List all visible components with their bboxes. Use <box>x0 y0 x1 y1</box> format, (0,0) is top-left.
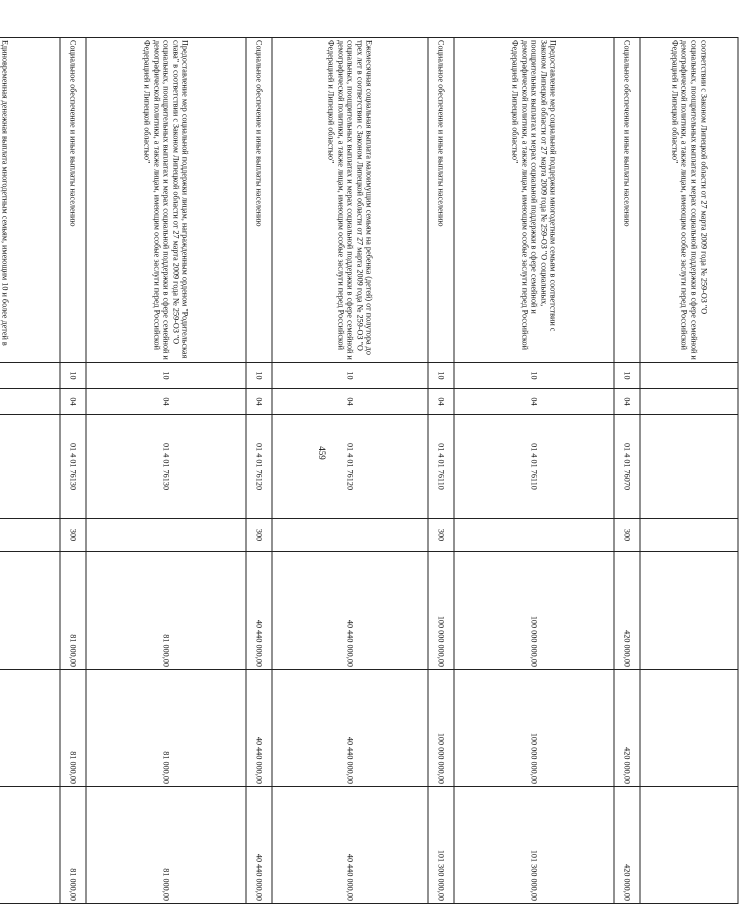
budget-table <box>0 37 739 904</box>
row-description: Социальное обеспечение и иные выплаты населению <box>614 38 640 363</box>
row-sum-1: 81 000,00 <box>86 552 246 670</box>
row-sum-3: 101 300 000,00 <box>428 787 454 904</box>
row-target-article: 01 4 01 76110 <box>454 415 614 519</box>
row-subsection-code: 04 <box>428 389 454 415</box>
row-target-article: 01 4 01 76120 <box>246 415 272 519</box>
table-row <box>272 38 428 904</box>
row-sum-1 <box>640 552 738 670</box>
page-number: 459 <box>317 446 327 460</box>
row-target-article <box>0 415 60 519</box>
row-target-article <box>640 415 738 519</box>
row-target-article: 01 4 01 76110 <box>428 415 454 519</box>
row-expense-type <box>454 519 614 552</box>
row-sum-2: 40 440 000,00 <box>246 670 272 787</box>
row-description: Социальное обеспечение и иные выплаты населению <box>428 38 454 363</box>
row-subsection-code: 04 <box>86 389 246 415</box>
row-description: Социальное обеспечение и иные выплаты населению <box>246 38 272 363</box>
row-target-article: 01 4 01 76070 <box>614 415 640 519</box>
table-row <box>0 38 60 904</box>
row-section-code: 10 <box>428 363 454 389</box>
row-section-code: 10 <box>86 363 246 389</box>
row-expense-type: 300 <box>614 519 640 552</box>
row-subsection-code <box>640 389 738 415</box>
row-subsection-code: 04 <box>60 389 86 415</box>
row-subsection-code: 04 <box>614 389 640 415</box>
row-sum-2: 81 000,00 <box>60 670 86 787</box>
row-sum-2: 81 000,00 <box>86 670 246 787</box>
row-sum-3: 40 440 000,00 <box>272 787 428 904</box>
table-body <box>0 38 738 904</box>
row-expense-type: 300 <box>246 519 272 552</box>
row-section-code <box>0 363 60 389</box>
row-sum-2: 100 000 000,00 <box>454 670 614 787</box>
row-sum-1: 40 440 000,00 <box>246 552 272 670</box>
row-target-article: 01 4 01 76130 <box>86 415 246 519</box>
row-sum-2: 100 000 000,00 <box>428 670 454 787</box>
row-sum-3: 101 300 000,00 <box>454 787 614 904</box>
row-expense-type <box>0 519 60 552</box>
table-row <box>614 38 640 904</box>
row-sum-1: 420 000,00 <box>614 552 640 670</box>
row-sum-2 <box>0 670 60 787</box>
row-subsection-code: 04 <box>246 389 272 415</box>
table-row <box>454 38 614 904</box>
row-expense-type: 300 <box>60 519 86 552</box>
row-description: Предоставление мер социальной поддержки многодетным семьям в соответствии с Законом Липецкой области от 27 марта 2009 года № 259-ОЗ "О социальных, поощрительных выплатах и мерах социальной поддержки в сфере семейной и демографической политики, а также лицам, имеющим особые заслуги перед Российской Федерацией и Липецкой областью" <box>454 38 614 363</box>
row-sum-1: 81 000,00 <box>60 552 86 670</box>
row-description: Социальное обеспечение и иные выплаты населению <box>60 38 86 363</box>
row-description: соответствии с Законом Липецкой области от 27 марта 2009 года № 259-ОЗ "О социальных, поощрительных выплатах и мерах социальной поддержки в сфере семейной и демографической политики, а также лицам, имеющим особые заслуги перед Российской Федерацией и Липецкой областью" <box>640 38 738 363</box>
row-expense-type <box>86 519 246 552</box>
row-section-code <box>640 363 738 389</box>
table-row <box>428 38 454 904</box>
row-section-code: 10 <box>272 363 428 389</box>
row-sum-3 <box>0 787 60 904</box>
table-row <box>640 38 738 904</box>
row-subsection-code <box>0 389 60 415</box>
row-sum-3: 81 000,00 <box>86 787 246 904</box>
table-row <box>60 38 86 904</box>
row-sum-2: 40 440 000,00 <box>272 670 428 787</box>
row-sum-3: 40 440 000,00 <box>246 787 272 904</box>
row-subsection-code: 04 <box>454 389 614 415</box>
row-sum-2: 420 000,00 <box>614 670 640 787</box>
row-sum-1: 40 440 000,00 <box>272 552 428 670</box>
row-description: Единовременная денежная выплата многодетным семьям, имеющим 10 и более детей в <box>0 38 60 363</box>
row-section-code: 10 <box>246 363 272 389</box>
row-sum-2 <box>640 670 738 787</box>
table-row <box>86 38 246 904</box>
row-sum-3 <box>640 787 738 904</box>
row-description: Ежемесячная социальная выплата малоимущим семьям на ребенка (детей) от полутора до трех лет в соответствии с Законом Липецкой области от 27 марта 2009 года № 259-ОЗ "О социальных, поощрительных выплатах и мерах социальной поддержки в сфере семейной и демографической политики, а также лицам, имеющим особые заслуги перед Российской Федерацией и Липецкой областью" <box>272 38 428 363</box>
row-sum-1: 100 000 000,00 <box>428 552 454 670</box>
row-sum-1 <box>0 552 60 670</box>
row-section-code: 10 <box>60 363 86 389</box>
row-target-article: 01 4 01 76130 <box>60 415 86 519</box>
row-section-code: 10 <box>614 363 640 389</box>
row-expense-type: 300 <box>428 519 454 552</box>
table-row <box>246 38 272 904</box>
row-sum-3: 420 000,00 <box>614 787 640 904</box>
row-expense-type <box>272 519 428 552</box>
row-target-article: 01 4 01 76120 <box>272 415 428 519</box>
rotated-budget-table <box>0 37 739 903</box>
row-sum-3: 81 000,00 <box>60 787 86 904</box>
row-sum-1: 100 000 000,00 <box>454 552 614 670</box>
row-subsection-code: 04 <box>272 389 428 415</box>
row-section-code: 10 <box>454 363 614 389</box>
row-expense-type <box>640 519 738 552</box>
row-description: Предоставление мер социальной поддержки лицам, награжденным орденом "Родительская слава" в соответствии с Законом Липецкой области от 27 марта 2009 года № 259-ОЗ "О социальных, поощрительных выплатах и мерах социальной поддержки в сфере семейной и демографической политики, а также лицам, имеющим особые заслуги перед Российской Федерацией и Липецкой областью" <box>86 38 246 363</box>
